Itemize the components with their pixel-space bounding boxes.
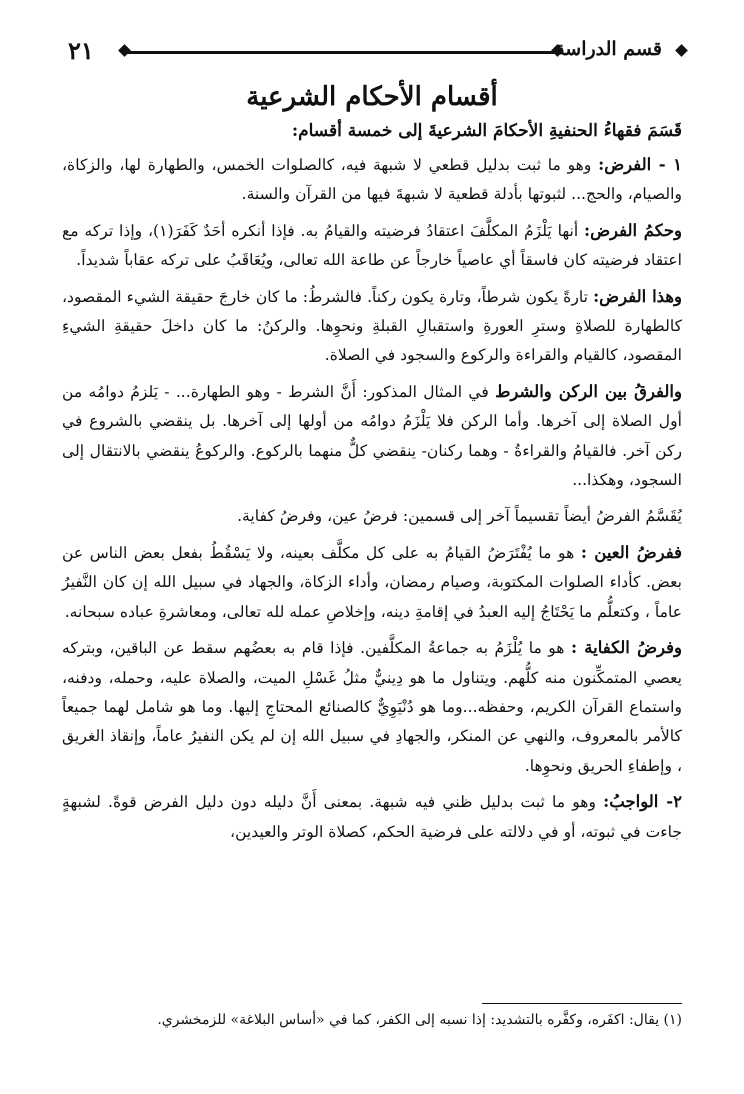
paragraph-text: تارةً يكون شرطاً، وتارة يكون ركناً. فالشرطُ: ما كان خارجَ حقيقة الشيء المقصود، كالطهارة للصلاةِ وسترِ العورةِ واستقبالِ القبلةِ ونحوِها. والركنُ: ما كان داخلَ حقيقةِ الشيءِ المقصود، كالقيام والقراءة والركوع والسجود في الصلاة. bbox=[62, 287, 682, 365]
paragraph-lead: ٢- الواجبُ: bbox=[603, 792, 682, 812]
paragraph bbox=[62, 538, 682, 627]
diamond-ornament-icon bbox=[675, 44, 688, 57]
paragraph bbox=[62, 633, 682, 781]
footnote: (١) يقال: اكفَره، وكفَّره بالتشديد: إذا نسبه إلى الكفر، كما في «أساس البلاغة» للزمخشري. bbox=[157, 1012, 682, 1028]
paragraph bbox=[62, 282, 682, 371]
paragraph bbox=[62, 377, 682, 496]
paragraph-text: وهو ما ثبت بدليل قطعي لا شبهة فيه، كالصلوات الخمس، والطهارة لها، والزكاة، والصيام، والحج... لثبوتها بأدلة قطعية لا شبهةَ فيها من القرآن والسنة. bbox=[62, 156, 682, 204]
paragraph-lead: ١ - الفرض: bbox=[598, 155, 682, 174]
paragraph-text: وهو ما ثبت بدليل ظني فيه شبهة. بمعنى أَنَّ دليله دون دليل الفرض قوةً. لشبهةٍ جاءت في ثبوته، أو في دلالته على فرضية الحكم، كصلاة الوتر والعيدين، bbox=[62, 793, 682, 841]
footnote-rule bbox=[482, 1003, 682, 1004]
paragraph bbox=[62, 787, 682, 847]
paragraph bbox=[62, 216, 682, 276]
paragraph-text: هو ما يُفْتَرَضُ القيامُ به على كل مكلَّف بعينه، ولا يَسْقُطُ بفعل بعض الناس عن بعض. كأداء الصلوات المكتوبة، وصيام رمضان، وأداء الزكاة، والجهاد في سبيل الله إن كان النَّفيرُ عاماً ، وكتعلُّم ما يَحْتَاجُ إليه العبدُ في إقامةِ دينه، وإخلاصِ عمله لله تعالى، ومعاشرةِ عباده سبحانه. bbox=[62, 543, 682, 621]
page-body bbox=[62, 82, 682, 853]
paragraph-lead: ففرضُ العين : bbox=[580, 542, 682, 562]
paragraph-text: في المثال المذكور: أَنَّ الشرط - وهو الطهارة... - يَلزمُ دوامُه من أول الصلاة إلى آخرها. وأما الركن فلا يَلْزَمُ دوامُه من أولها إلى آخرها. بل ينقضي بالشروع في ركن آخر. فالقيامُ والقراءةُ - وهما ركنان- ينقضي كلٌّ منهما بالركوع. والركوعُ ينقضي بالانتقال إلى السجود، وهكذا... bbox=[62, 382, 682, 490]
page-number: ٢١ bbox=[68, 36, 94, 65]
page-header bbox=[68, 36, 688, 68]
paragraph bbox=[62, 150, 682, 210]
paragraph-text: أنها يَلْزَمُ المكلَّفَ اعتقادُ فرضيته والقيامُ به. فإذا أنكره أحَدٌ كَفَرَ(١)، وإذا تركه مع اعتقاد فرضيته كان فاسقاً أي عاصياً خارجاً عن طاعة الله تعالى، ويُعَاقَبُ على تركه عقاباً شديداً. bbox=[62, 221, 682, 270]
running-title: قسم الدراسة bbox=[555, 38, 662, 60]
paragraph bbox=[62, 501, 682, 531]
paragraph-lead: والفرقُ بين الركن والشرط bbox=[495, 381, 682, 401]
paragraph-text: هو ما يُلْزَمُ به جماعةُ المكلَّفين. فإذا قام به بعضُهم سقط عن الباقين، وبتركه يعصي المتمكِّنون منه كلُّهم. ويتناول ما هو دِينيٌّ مثلُ غَسْلِ الميت، والصلاة عليه، وحمله، ودفنه، واستماع القرآن الكريم، وحفظه...وما هو دُنْيَوِيٌّ كالصنائع المحتاجِ إليها. وما هو شامل لهما جميعاً كالأمر بالمعروف، والنهي عن المنكر، والجهادِ في سبيل الله إن لم يكن النفيرُ عاماً، وإنقاذ الغريق ، وإطفاءِ الحريق ونحوِها. bbox=[62, 639, 682, 775]
header-rule bbox=[124, 51, 558, 54]
paragraph-lead: وحكمُ الفرض: bbox=[584, 220, 682, 240]
paragraph-lead: وفرضُ الكفاية : bbox=[570, 638, 682, 658]
paragraph-text: يُقَسَّمُ الفرضُ أيضاً تقسيماً آخر إلى قسمين: فرضُ عين، وفرضُ كفاية. bbox=[237, 507, 682, 526]
section-title: أقسام الأحكام الشرعية bbox=[246, 82, 498, 112]
intro-line: قَسَمَ فقهاءُ الحنفيةِ الأحكامَ الشرعيةَ إلى خمسة أقسام: bbox=[291, 121, 682, 141]
paragraph-lead: وهذا الفرض: bbox=[593, 286, 683, 306]
